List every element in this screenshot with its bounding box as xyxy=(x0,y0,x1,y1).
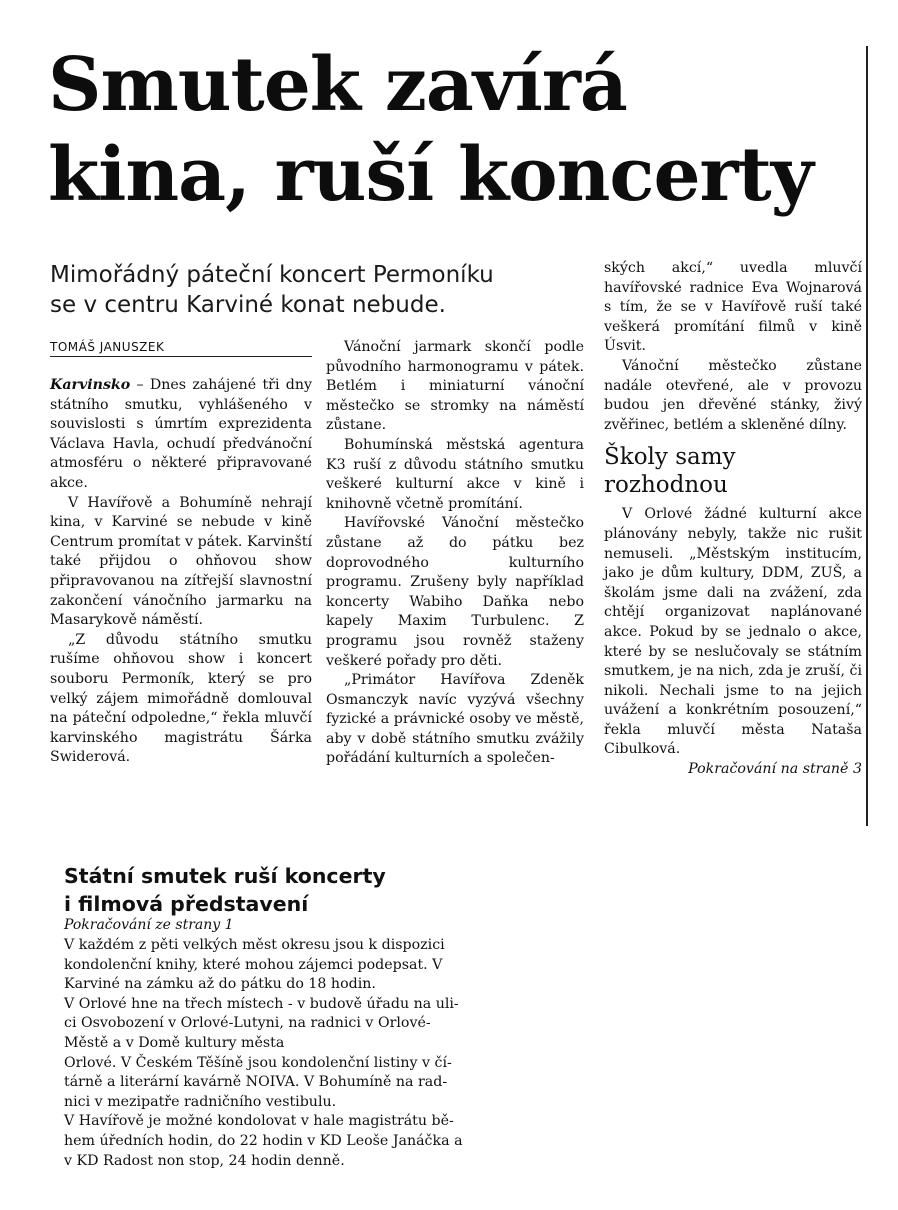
article-column-2 xyxy=(326,338,584,769)
paragraph: Vánoční jarmark skončí podle původního harmonogramu v pátek. Betlém i miniaturní vánoční městečko se stromky na náměstí zůstane. xyxy=(326,339,584,434)
paragraph: Bohumínská městská agentura K3 ruší z důvodu státního smutku veškeré kulturní akce v kině i knihovně včetně promítání. xyxy=(326,436,584,512)
text-line: hem úředních hodin, do 22 hodin v KD Leoše Janáčka a xyxy=(64,1132,463,1149)
headline-line: kina, ruší koncerty xyxy=(48,132,813,218)
deck-line: se v centru Karviné konat nebude. xyxy=(50,292,446,318)
column-rule xyxy=(866,46,868,826)
text-line: V Orlové hne na třech místech - v budově úřadu na uli- xyxy=(64,995,459,1012)
paragraph: „Z důvodu státního smutku rušíme ohňovou show i koncert souboru Permoník, který se pro velký zájem mimořádně domlouval na páteční odpoledne,“ řekla mluvčí karvinského magistrátu Šárka Swiderová. xyxy=(50,631,312,766)
text-line: v KD Radost non stop, 24 hodin denně. xyxy=(64,1152,345,1169)
dateline: Karvinsko xyxy=(50,377,131,393)
text-line: kondolenční knihy, které mohou zájemci podepsat. V xyxy=(64,956,443,973)
text-line: Orlové. V Českém Těšíně jsou kondolenční listiny v čí- xyxy=(64,1054,452,1071)
text-line: tárně a literární kavárně NOIVA. V Bohumíně na rad- xyxy=(64,1074,448,1091)
text-line: Městě a v Domě kultury města xyxy=(64,1034,285,1051)
paragraph: ských akcí,“ uvedla mluvčí havířovské radnice Eva Wojnarová s tím, že se v Havířově ruší také veškerá promítání filmů v kině Úsvit. xyxy=(604,260,862,355)
text-line: nici v mezipatře radničního vestibulu. xyxy=(64,1093,337,1110)
article-column-3 xyxy=(604,259,862,780)
text-line: V Havířově je možné kondolovat v hale magistrátu bě- xyxy=(64,1113,454,1130)
continued-note: Pokračování na straně 3 xyxy=(688,761,862,778)
article-column-1 xyxy=(50,376,312,768)
box-headline-line: i filmová představení xyxy=(64,892,309,916)
paragraph xyxy=(50,376,312,494)
text-line: Karviné na zámku až do pátku do 18 hodin. xyxy=(64,976,376,993)
box-body xyxy=(64,936,550,1171)
subheading: Školy samy rozhodnou xyxy=(604,444,736,499)
box-headline xyxy=(64,862,484,918)
text-line: ci Osvobození v Orlové-Lutyni, na radnici v Orlové- xyxy=(64,1015,431,1032)
paragraph: Havířovské Vánoční městečko zůstane až do pátku bez doprovodného kulturního programu. Zrušeny byly například koncerty Wabiho Daňka nebo kapely Maxim Turbulenc. Z programu jsou rovněž staženy veškeré pořady pro děti. xyxy=(326,515,584,669)
paragraph: „Primátor Havířova Zdeněk Osmanczyk navíc vyzývá všechny fyzické a právnické osoby ve městě, aby v době státního smutku zvážily pořádání kulturních a společen- xyxy=(326,672,584,767)
byline: TOMÁŠ JANUSZEK xyxy=(50,340,312,357)
deck xyxy=(50,260,610,320)
text-line: V každém z pěti velkých měst okresu jsou k dispozici xyxy=(64,937,445,953)
deck-line: Mimořádný páteční koncert Permoníku xyxy=(50,262,494,288)
paragraph-text: – Dnes zahájené tři dny státního smutku, vyhlášeného v souvislosti s úmrtím exprezidenta Václava Havla, ochudí předvánoční atmosféru o některé připravované akce. xyxy=(50,377,312,491)
box-headline-line: Státní smutek ruší koncerty xyxy=(64,864,386,888)
paragraph: V Havířově a Bohumíně nehrají kina, v Karviné se nebude v kině Centrum promítat v pátek. Karvinští také přijdou o ohňovou show připravovanou na zítřejší slavnostní zakončení vánočního jarmarku na Masarykově náměstí. xyxy=(50,494,312,629)
continued-from-note: Pokračování ze strany 1 xyxy=(64,917,234,933)
headline xyxy=(48,40,848,220)
paragraph: Vánoční městečko zůstane nadále otevřené, ale v provozu budou jen dřevěné stánky, živý zvěřinec, betlém a skleněné dílny. xyxy=(604,357,862,433)
paragraph: V Orlové žádné kulturní akce plánovány nebyly, takže nic rušit nemuseli. „Městským institucím, jako je dům kultury, DDM, ZUŠ, a školám jsme dali na zvážení, zda chtějí organizovat naplánované akce. Pokud by se jednalo o akce, které by se neslučovaly se státním smutkem, je na nich, zda je zruší, či nikoli. Nechali jsme to na jejich uvážení a konkrétním posouzení,“ řekla mluvčí města Nataša Cibulková. xyxy=(604,506,862,758)
headline-line: Smutek zavírá xyxy=(48,42,627,128)
